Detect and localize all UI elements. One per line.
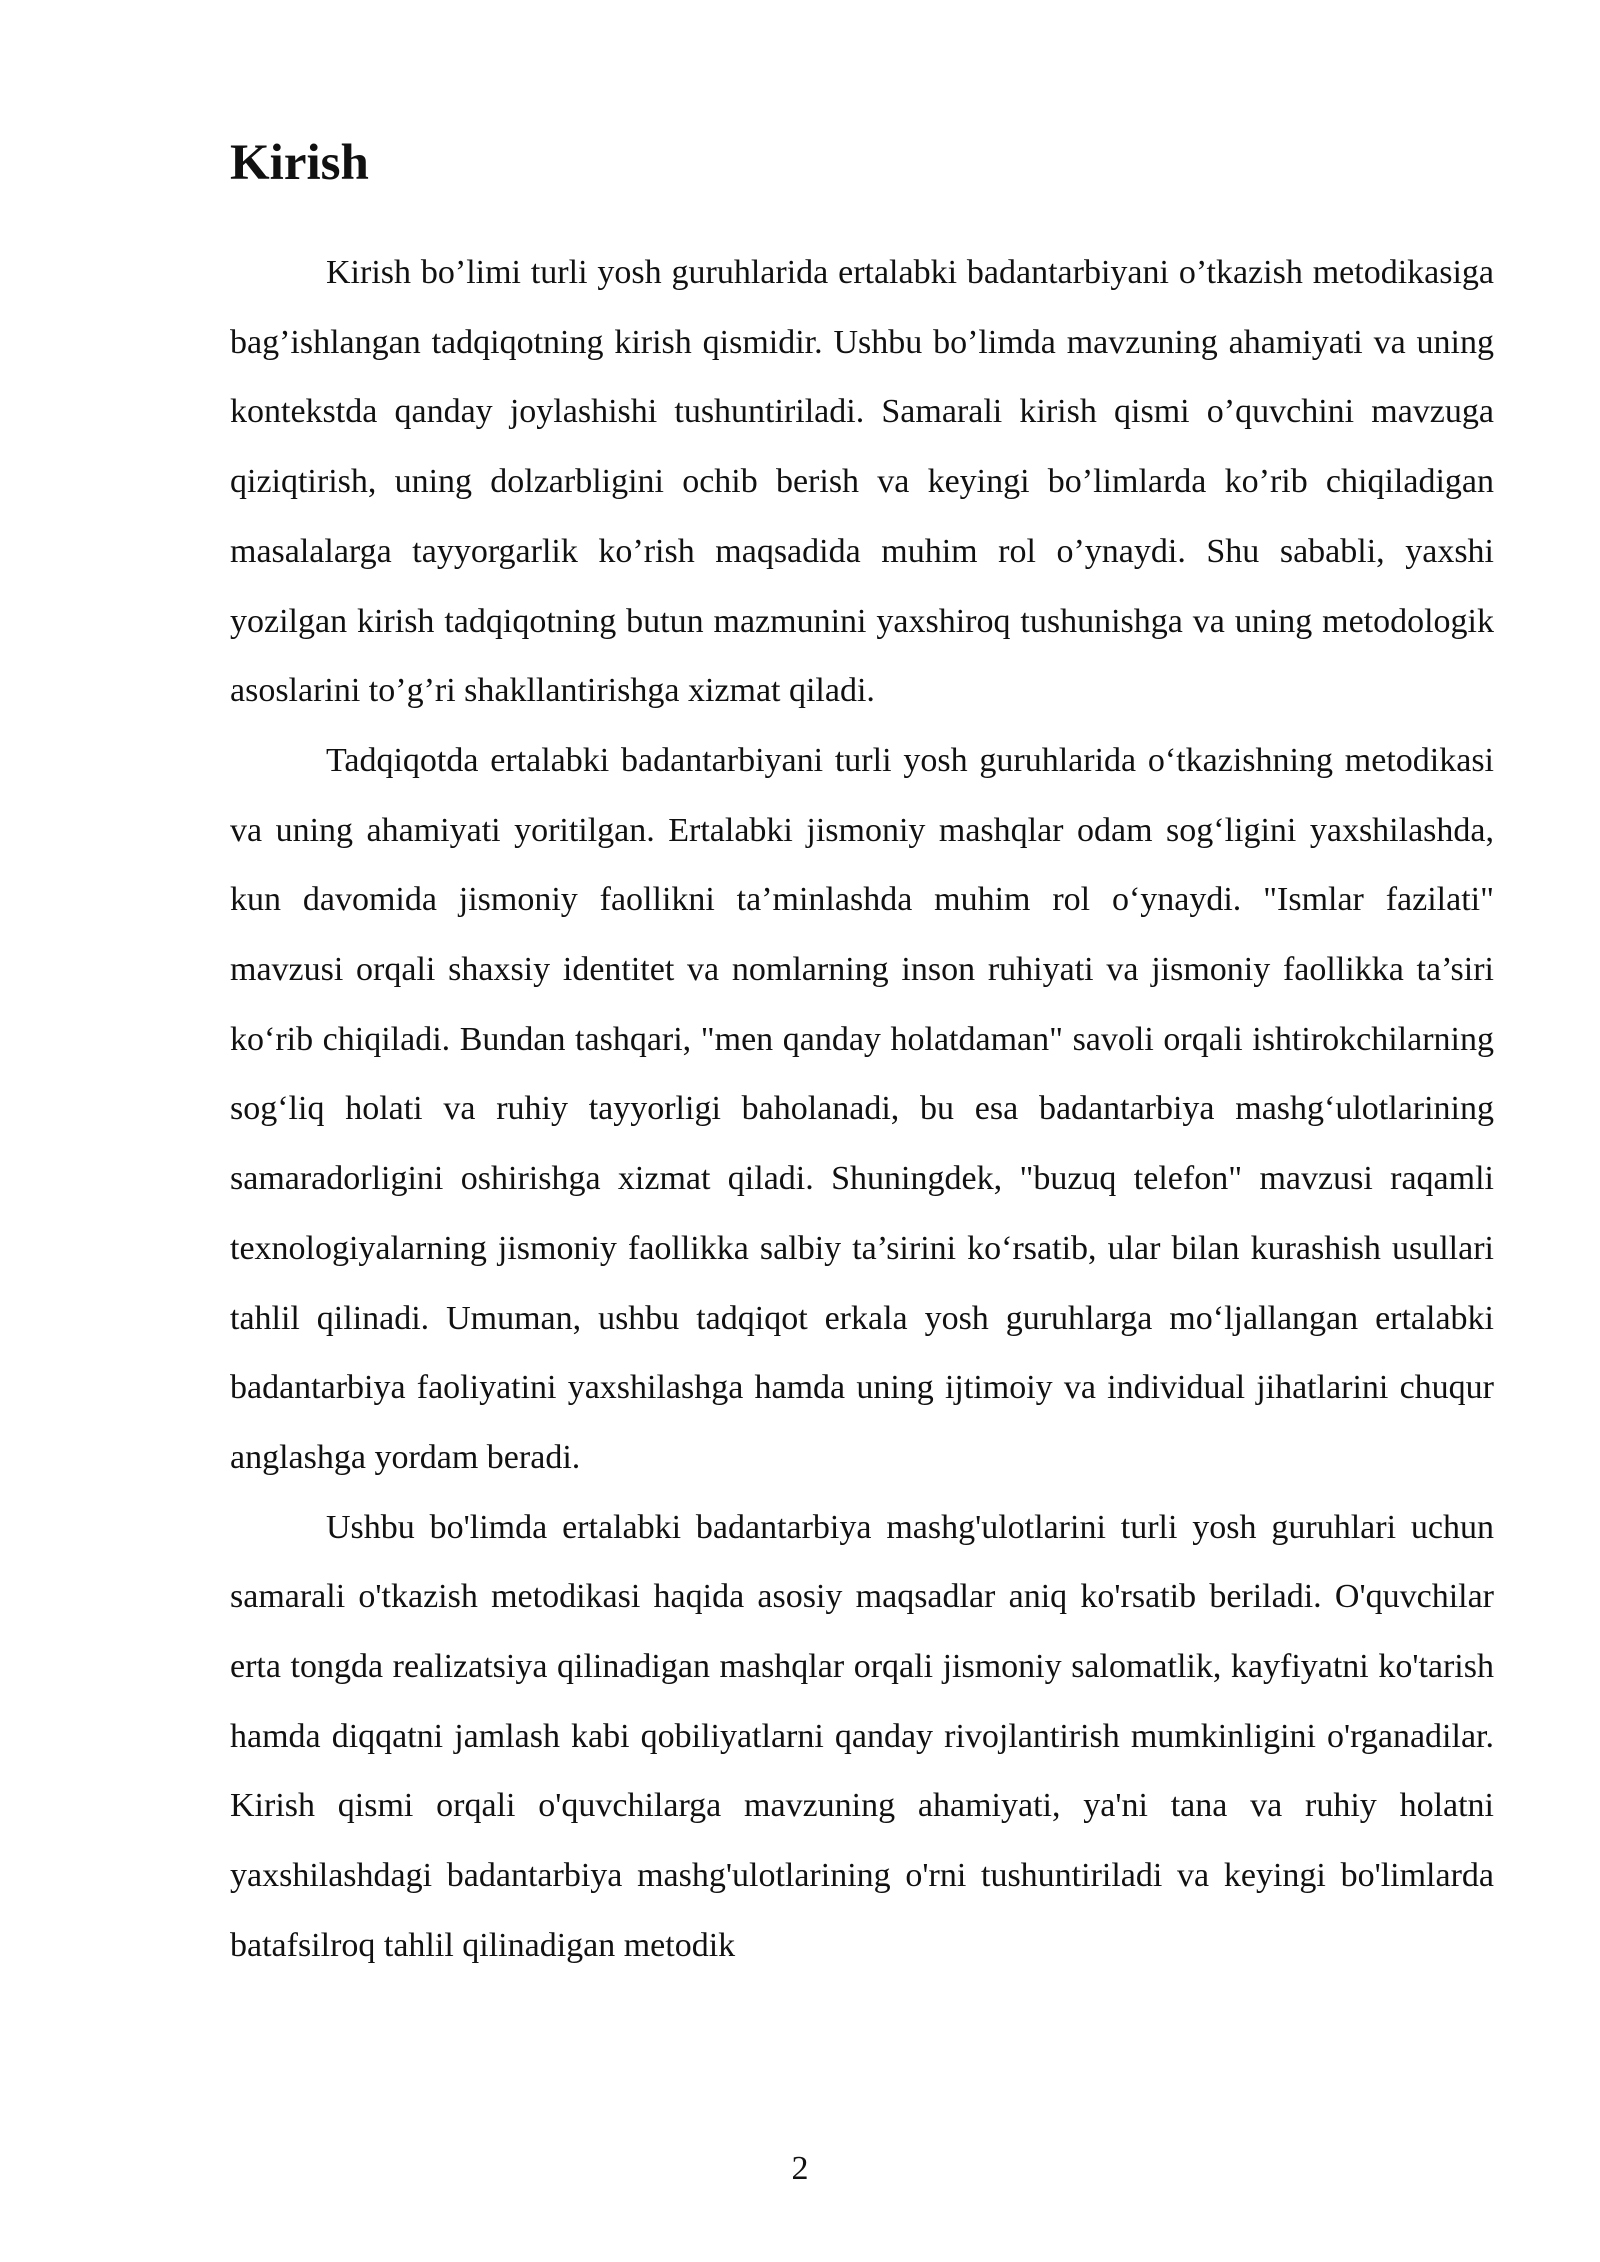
body-text (230, 238, 1494, 1981)
section-heading: Kirish (230, 135, 369, 191)
paragraph-3: Ushbu bo'limda ertalabki badantarbiya mashg'ulotlarini turli yosh guruhlari uchun samarali o'tkazish metodikasi haqida asosiy maqsadlar aniq ko'rsatib beriladi. O'quvchilar erta tongda realizatsiya qilinadigan mashqlar orqali jismoniy salomatlik, kayfiyatni ko'tarish hamda diqqatni jamlash kabi qobiliyatlarni qanday rivojlantirish mumkinligini o'rganadilar. Kirish qismi orqali o'quvchilarga mavzuning ahamiyati, ya'ni tana va ruhiy holatni yaxshilashdagi badantarbiya mashg'ulotlarining o'rni tushuntiriladi va keyingi bo'limlarda batafsilroq tahlil qilinadigan metodik (230, 1508, 1494, 1964)
paragraph-2: Tadqiqotda ertalabki badantarbiyani turli yosh guruhlarida o‘tkazishning metodikasi va uning ahamiyati yoritilgan. Ertalabki jismoniy mashqlar odam sog‘ligini yaxshilashda, kun davomida jismoniy faollikni ta’minlashda muhim rol o‘ynaydi. "Ismlar fazilati" mavzusi orqali shaxsiy identitet va nomlarning inson ruhiyati va jismoniy faollikka ta’siri ko‘rib chiqiladi. Bundan tashqari, "men qanday holatdaman" savoli orqali ishtirokchilarning sog‘liq holati va ruhiy tayyorligi baholanadi, bu esa badantarbiya mashg‘ulotlarining samaradorligini oshirishga xizmat qiladi. Shuningdek, "buzuq telefon" mavzusi raqamli texnologiyalarning jismoniy faollikka salbiy ta’sirini ko‘rsatib, ular bilan kurashish usullari tahlil qilinadi. Umuman, ushbu tadqiqot erkala yosh guruhlarga mo‘ljallangan ertalabki badantarbiya faoliyatini yaxshilashga hamda uning ijtimoiy va individual jihatlarini chuqur anglashga yordam beradi. (230, 741, 1494, 1476)
page-number: 2 (791, 2150, 809, 2187)
paragraph-1: Kirish bo’limi turli yosh guruhlarida ertalabki badantarbiyani o’tkazish metodikasiga bag’ishlangan tadqiqotning kirish qismidir. Ushbu bo’limda mavzuning ahamiyati va uning kontekstda qanday joylashishi tushuntiriladi. Samarali kirish qismi o’quvchini mavzuga qiziqtirish, uning dolzarbligini ochib berish va keyingi bo’limlarda ko’rib chiqiladigan masalalarga tayyorgarlik ko’rish maqsadida muhim rol o’ynaydi. Shu sababli, yaxshi yozilgan kirish tadqiqotning butun mazmunini yaxshiroq tushunishga va uning metodologik asoslarini to’g’ri shakllantirishga xizmat qiladi. (230, 254, 1494, 710)
